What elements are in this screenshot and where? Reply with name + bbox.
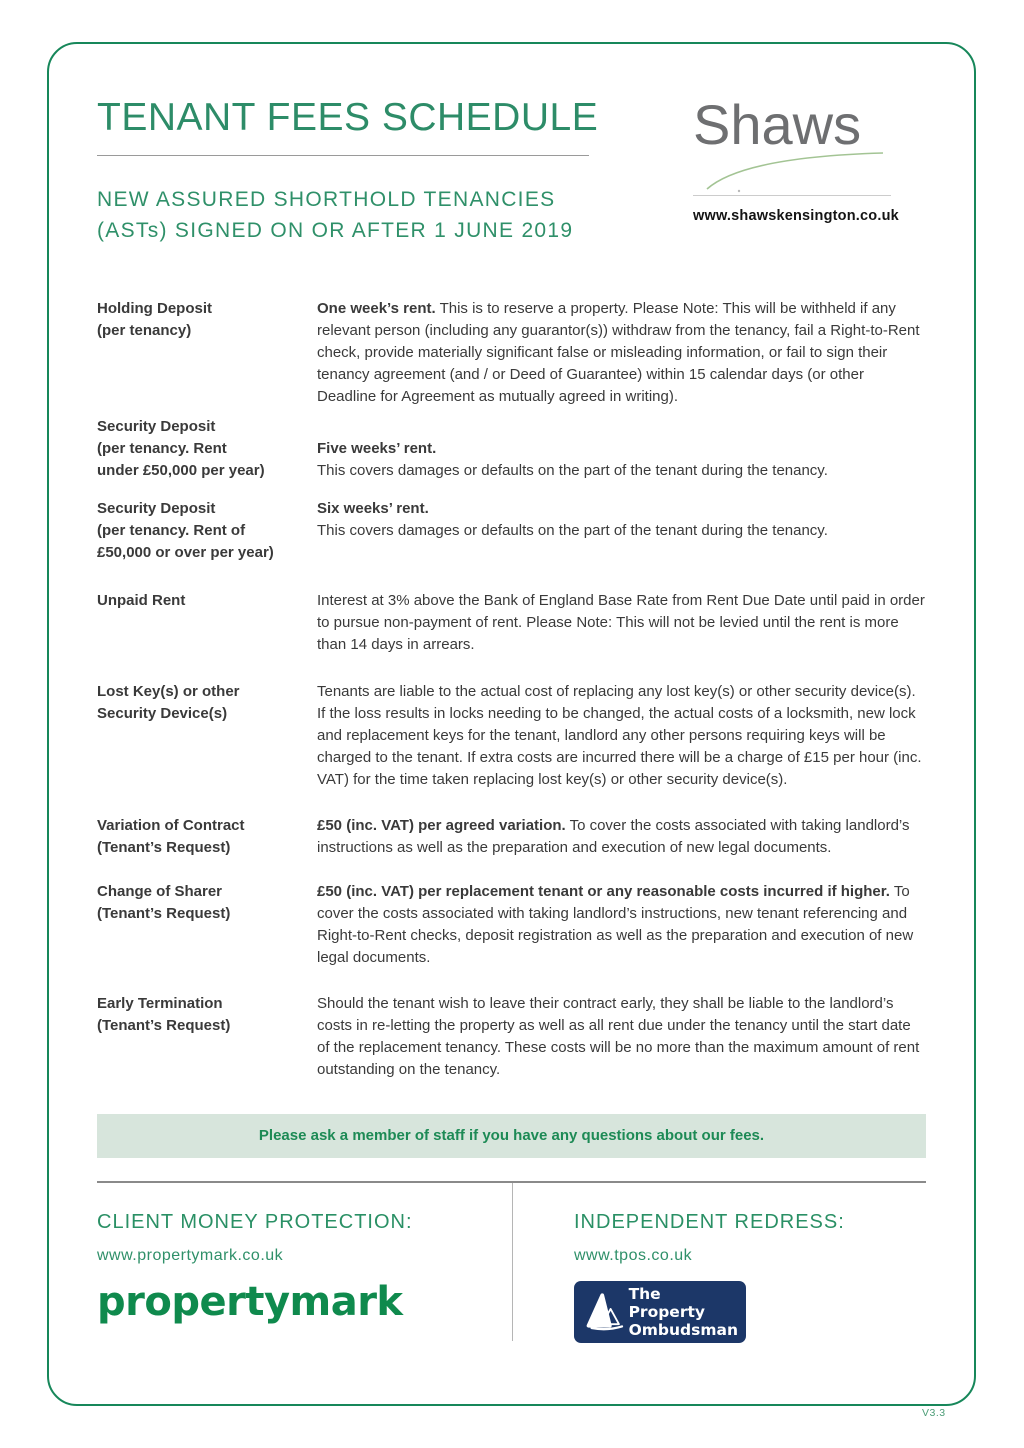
version-label: V3.3 xyxy=(922,1407,946,1419)
fee-description: Should the tenant wish to leave their contract early, they shall be liable to the landlord’s costs in re-letting the property as well as all rent due under the tenancy until the start date of the replacement tenancy. These costs will be no more than the maximum amount of rent outstanding on the tenancy. xyxy=(317,995,920,1078)
fees-table xyxy=(97,298,926,1081)
logo-divider xyxy=(693,195,891,196)
notice-banner: Please ask a member of staff if you have any questions about our fees. xyxy=(97,1114,926,1158)
fee-row xyxy=(97,416,926,482)
fee-description: £50 (inc. VAT) per agreed variation. To cover the costs associated with taking landlord’s instructions as well as the preparation and execution of new legal documents. xyxy=(317,817,910,856)
fee-label: Unpaid Rent xyxy=(97,592,186,609)
fee-label: Change of Sharer (Tenant’s Request) xyxy=(97,883,231,922)
footer xyxy=(97,1181,926,1353)
propertymark-website-link[interactable]: www.propertymark.co.uk xyxy=(97,1247,284,1264)
tpos-website-link[interactable]: www.tpos.co.uk xyxy=(574,1247,693,1264)
subtitle-line-1: NEW ASSURED SHORTHOLD TENANCIES xyxy=(97,188,556,211)
page-title: TENANT FEES SCHEDULE xyxy=(97,96,599,139)
fee-label: Security Deposit (per tenancy. Rent under £50,000 per year) xyxy=(97,418,265,479)
propertymark-logo: propertymark xyxy=(97,1279,403,1325)
property-ombudsman-logo xyxy=(574,1281,746,1343)
fee-description: Tenants are liable to the actual cost of replacing any lost key(s) or other security device(s). If the loss results in locks needing to be changed, the actual costs of a locksmith, new lock and replacement keys for the tenant, landlord any other persons requiring keys will be charged to the tenant. If extra costs are incurred there will be a charge of £15 per hour (inc. VAT) for the time taken replacing lost key(s) or other security device(s). xyxy=(317,683,922,788)
fee-label: Holding Deposit (per tenancy) xyxy=(97,300,212,339)
fee-description: Six weeks’ rent. This covers damages or defaults on the part of the tenant during the tenancy. xyxy=(317,500,828,539)
property-ombudsman-triangle-icon xyxy=(584,1286,627,1338)
fee-description: One week’s rent. This is to reserve a property. Please Note: This will be withheld if any relevant person (including any guarantor(s)) withdraw from the tenancy, fail a Right-to-Rent check, provide materially significant false or misleading information, or fail to sign their tenancy agreement (and / or Deed of Guarantee) within 15 calendar days (or other Deadline for Agreement as mutually agreed in writing). xyxy=(317,300,920,405)
shaws-logo: Shaws xyxy=(693,93,862,156)
fee-row xyxy=(97,498,926,564)
fee-label: Early Termination (Tenant’s Request) xyxy=(97,995,231,1034)
client-money-protection-section xyxy=(97,1183,512,1353)
fee-row xyxy=(97,298,926,408)
brand-website-link[interactable]: www.shawskensington.co.uk xyxy=(693,208,899,224)
brand-logo-block xyxy=(693,93,899,224)
fee-row xyxy=(97,993,926,1081)
document-page xyxy=(47,42,972,1402)
title-divider xyxy=(97,155,589,156)
property-ombudsman-logo-text xyxy=(629,1285,738,1339)
fee-label: Variation of Contract (Tenant’s Request) xyxy=(97,817,245,856)
subtitle-line-2: (ASTs) SIGNED ON OR AFTER 1 JUNE 2019 xyxy=(97,219,574,242)
fee-description: Interest at 3% above the Bank of England Base Rate from Rent Due Date until paid in order to pursue non-payment of rent. Please Note: This will not be levied until the rent is more than 14 days in arrears. xyxy=(317,592,925,653)
tpo-logo-line-2: Ombudsman xyxy=(628,1321,738,1339)
fee-row xyxy=(97,881,926,969)
fee-label: Security Deposit (per tenancy. Rent of £50,000 or over per year) xyxy=(97,500,274,561)
header xyxy=(97,93,926,246)
fee-row xyxy=(97,590,926,656)
cmp-heading: CLIENT MONEY PROTECTION: xyxy=(97,1211,413,1233)
tpo-logo-line-1: The Property xyxy=(628,1285,705,1321)
fee-description: Five weeks’ rent. This covers damages or defaults on the part of the tenant during the tenancy. xyxy=(317,440,828,479)
fee-description: £50 (inc. VAT) per replacement tenant or any reasonable costs incurred if higher. To cover the costs associated with taking landlord’s instructions, new tenant referencing and Right-to-Rent checks, deposit registration as well as the preparation and execution of new legal documents. xyxy=(317,883,914,966)
fee-row xyxy=(97,815,926,859)
independent-redress-section xyxy=(512,1183,926,1353)
fee-label: Lost Key(s) or other Security Device(s) xyxy=(97,683,240,722)
redress-heading: INDEPENDENT REDRESS: xyxy=(574,1211,845,1233)
footer-divider xyxy=(512,1183,513,1341)
fee-row xyxy=(97,681,926,791)
